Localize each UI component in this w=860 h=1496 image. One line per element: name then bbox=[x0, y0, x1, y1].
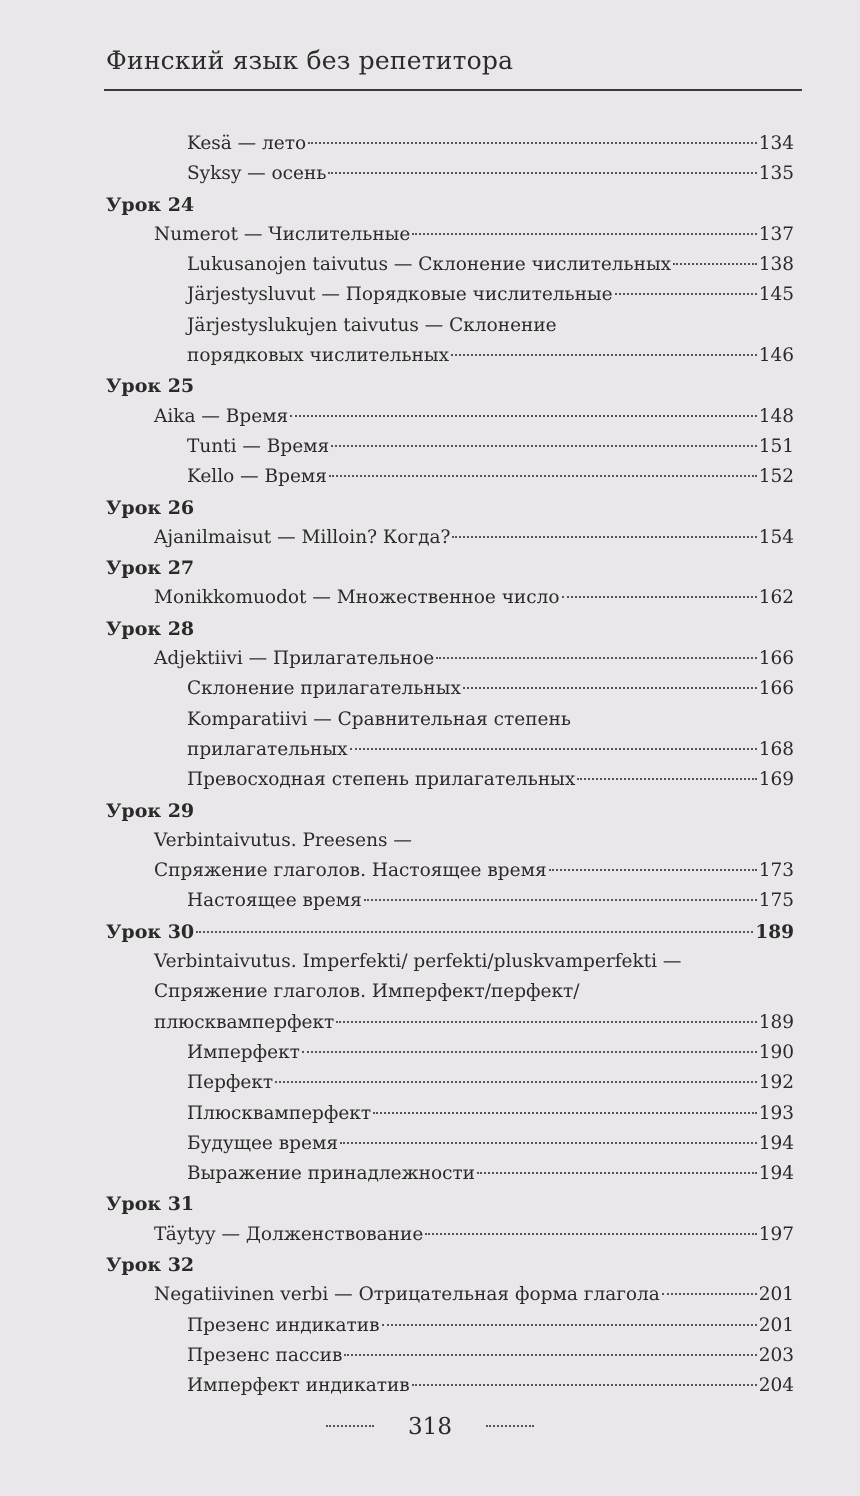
leader-dots bbox=[336, 1021, 756, 1023]
toc-lesson-heading bbox=[106, 614, 794, 644]
leader-dots bbox=[436, 657, 756, 659]
toc-page-number: 166 bbox=[758, 648, 794, 670]
toc-entry bbox=[106, 1068, 794, 1098]
toc-page-number: 145 bbox=[758, 284, 794, 306]
toc-entry-title: Выражение принадлежности bbox=[187, 1163, 476, 1185]
toc-entry-title: Урок 25 bbox=[106, 375, 195, 398]
leader-dots bbox=[302, 1051, 757, 1053]
table-of-contents bbox=[106, 129, 794, 1401]
toc-entry bbox=[106, 1159, 794, 1189]
toc-entry-title: Спряжение глаголов. Настоящее время bbox=[154, 860, 547, 882]
leader-dots bbox=[673, 263, 757, 265]
toc-entry bbox=[106, 947, 794, 1038]
toc-entry-title: Будущее время bbox=[187, 1132, 338, 1154]
toc-entry bbox=[106, 886, 794, 916]
toc-page-number: 189 bbox=[758, 1011, 794, 1033]
toc-entry bbox=[106, 1341, 794, 1371]
toc-entry bbox=[106, 583, 794, 613]
toc-entry-title: плюсквамперфект bbox=[154, 1011, 335, 1033]
toc-entry bbox=[106, 129, 794, 159]
toc-entry bbox=[106, 250, 794, 280]
toc-entry-title: Плюсквамперфект bbox=[187, 1102, 372, 1124]
toc-lesson-heading bbox=[106, 190, 794, 220]
toc-entry-title: Verbintaivutus. Preesens — bbox=[154, 829, 412, 851]
toc-entry-title: Kello — Время bbox=[187, 466, 327, 488]
toc-entry-title: Verbintaivutus. Imperfekti/ perfekti/pluskvamperfekti — bbox=[154, 951, 682, 973]
leader-dots bbox=[425, 1233, 756, 1235]
toc-entry bbox=[106, 1038, 794, 1068]
toc-entry-title: Имперфект индикатив bbox=[187, 1375, 410, 1397]
toc-page-number: 197 bbox=[758, 1223, 794, 1245]
leader-dots bbox=[308, 142, 757, 144]
toc-page-number: 137 bbox=[758, 223, 794, 245]
toc-entry-title: Презенс индикатив bbox=[187, 1314, 380, 1336]
toc-page-number: 192 bbox=[758, 1072, 794, 1094]
toc-page-number: 162 bbox=[758, 587, 794, 609]
toc-entry-title: Numerot — Числительные bbox=[154, 223, 411, 245]
toc-page-number: 146 bbox=[758, 345, 794, 367]
toc-entry-title: Презенс пассив bbox=[187, 1344, 343, 1366]
toc-page-number: 194 bbox=[758, 1132, 794, 1154]
toc-page-number: 138 bbox=[758, 254, 794, 276]
leader-dots bbox=[275, 1081, 757, 1083]
toc-lesson-heading bbox=[106, 493, 794, 523]
toc-entry bbox=[106, 826, 794, 887]
page-number: 318 bbox=[408, 1414, 452, 1440]
leader-dots bbox=[340, 1142, 757, 1144]
running-head-title: Финский язык без репетитора bbox=[106, 46, 514, 75]
toc-entry-title: Настоящее время bbox=[187, 890, 362, 912]
toc-page-number: 151 bbox=[758, 435, 794, 457]
toc-entry-title: Имперфект bbox=[187, 1041, 300, 1063]
leader-dots bbox=[328, 172, 756, 174]
toc-entry-title: Ajanilmaisut — Milloin? Когда? bbox=[154, 526, 451, 548]
toc-page-number: 194 bbox=[758, 1163, 794, 1185]
leader-dots bbox=[412, 233, 756, 235]
toc-entry-title: Järjestysluvut — Порядковые числительные bbox=[187, 284, 613, 306]
leader-dots bbox=[364, 899, 757, 901]
toc-entry-title: Täytyy — Долженствование bbox=[154, 1223, 424, 1245]
toc-entry bbox=[106, 311, 794, 372]
leader-dots bbox=[382, 1324, 757, 1326]
toc-page-number: 154 bbox=[758, 526, 794, 548]
toc-entry-title: Syksy — осень bbox=[187, 163, 327, 185]
toc-entry-title: Järjestyslukujen taivutus — Склонение bbox=[187, 314, 557, 336]
toc-page-number: 201 bbox=[758, 1284, 794, 1306]
leader-dots bbox=[452, 536, 756, 538]
toc-entry-title: Monikkomuodot — Множественное число bbox=[154, 587, 560, 609]
toc-entry bbox=[106, 523, 794, 553]
leader-dots bbox=[344, 1354, 756, 1356]
toc-entry-title: Превосходная степень прилагательных bbox=[187, 769, 576, 791]
toc-page-number: 204 bbox=[758, 1375, 794, 1397]
toc-entry-title: Урок 30 bbox=[106, 920, 195, 943]
leader-dots bbox=[577, 778, 756, 780]
toc-entry-title: Урок 24 bbox=[106, 193, 195, 216]
toc-entry bbox=[106, 1371, 794, 1401]
toc-entry-title: порядковых числительных bbox=[187, 345, 450, 367]
leader-dots bbox=[562, 596, 757, 598]
toc-entry-title: Tunti — Время bbox=[187, 435, 330, 457]
toc-page-number: 190 bbox=[758, 1041, 794, 1063]
toc-page-number: 166 bbox=[758, 678, 794, 700]
toc-entry bbox=[106, 765, 794, 795]
toc-lesson-heading bbox=[106, 1189, 794, 1219]
footer-dots-left bbox=[326, 1425, 374, 1427]
toc-entry bbox=[106, 280, 794, 310]
toc-page-number: 193 bbox=[758, 1102, 794, 1124]
toc-entry-title: прилагательных bbox=[187, 738, 348, 760]
leader-dots bbox=[477, 1172, 757, 1174]
toc-entry bbox=[106, 674, 794, 704]
toc-entry bbox=[106, 1099, 794, 1129]
toc-entry bbox=[106, 432, 794, 462]
toc-entry-title: Kesä — лето bbox=[187, 133, 307, 154]
toc-entry-title: Negatiivinen verbi — Отрицательная форма глагола bbox=[154, 1284, 660, 1306]
toc-page-number: 152 bbox=[758, 466, 794, 488]
leader-dots bbox=[290, 415, 756, 417]
toc-page-number: 168 bbox=[758, 738, 794, 760]
toc-entry bbox=[106, 1220, 794, 1250]
toc-entry-title: Aika — Время bbox=[154, 405, 289, 427]
toc-entry-title: Lukusanojen taivutus — Склонение числительных bbox=[187, 254, 672, 276]
leader-dots bbox=[331, 445, 756, 447]
toc-entry bbox=[106, 705, 794, 766]
leader-dots bbox=[615, 293, 757, 295]
toc-entry-title: Спряжение глаголов. Имперфект/перфект/ bbox=[154, 981, 580, 1003]
toc-lesson-heading bbox=[106, 917, 794, 947]
toc-entry-title: Урок 28 bbox=[106, 617, 195, 640]
toc-page-number: 201 bbox=[758, 1314, 794, 1336]
toc-page-number: 148 bbox=[758, 405, 794, 427]
toc-entry bbox=[106, 1311, 794, 1341]
toc-lesson-heading bbox=[106, 796, 794, 826]
leader-dots bbox=[196, 931, 753, 933]
page-footer bbox=[0, 1414, 860, 1440]
toc-page-number: 173 bbox=[758, 860, 794, 882]
leader-dots bbox=[412, 1384, 757, 1386]
toc-entry bbox=[106, 159, 794, 189]
leader-dots bbox=[549, 869, 757, 871]
toc-lesson-heading bbox=[106, 553, 794, 583]
toc-page-number: 169 bbox=[758, 769, 794, 791]
leader-dots bbox=[350, 748, 757, 750]
toc-entry bbox=[106, 402, 794, 432]
leader-dots bbox=[373, 1112, 757, 1114]
toc-entry bbox=[106, 462, 794, 492]
toc-entry-title: Урок 29 bbox=[106, 799, 195, 822]
toc-entry-title: Adjektiivi — Прилагательное bbox=[154, 648, 435, 670]
header-rule bbox=[104, 89, 802, 91]
leader-dots bbox=[662, 1293, 757, 1295]
toc-entry-title: Урок 26 bbox=[106, 496, 195, 519]
toc-entry bbox=[106, 220, 794, 250]
toc-page-number: 175 bbox=[758, 890, 794, 912]
leader-dots bbox=[451, 354, 757, 356]
toc-entry-title: Урок 31 bbox=[106, 1193, 195, 1216]
toc-entry-title: Урок 32 bbox=[106, 1253, 195, 1276]
toc-lesson-heading bbox=[106, 1250, 794, 1280]
toc-page-number: 189 bbox=[755, 921, 794, 943]
leader-dots bbox=[463, 687, 757, 689]
toc-entry-title: Урок 27 bbox=[106, 557, 195, 580]
toc-entry bbox=[106, 1129, 794, 1159]
toc-entry-title: Komparatiivi — Сравнительная степень bbox=[187, 708, 571, 730]
toc-page-number: 203 bbox=[758, 1344, 794, 1366]
toc-entry bbox=[106, 644, 794, 674]
toc-lesson-heading bbox=[106, 371, 794, 401]
toc-entry bbox=[106, 1280, 794, 1310]
toc-entry-title: Склонение прилагательных bbox=[187, 678, 461, 700]
toc-page-number: 134 bbox=[758, 133, 794, 154]
footer-dots-right bbox=[486, 1425, 534, 1427]
leader-dots bbox=[329, 475, 757, 477]
toc-entry-title: Перфект bbox=[187, 1072, 274, 1094]
toc-page-number: 135 bbox=[758, 163, 794, 185]
